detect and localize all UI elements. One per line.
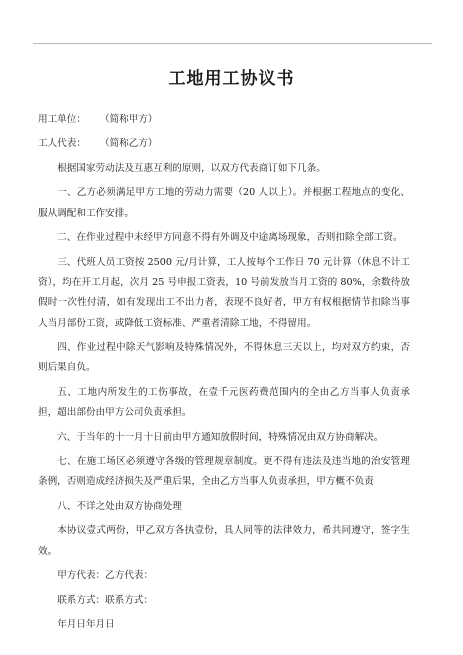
clause-5: 五、工地内所发生的工伤事故，在壹千元医药费范围内的全由乙方当事人负责承担，超出部份由甲方公司负责承担。 xyxy=(38,386,410,419)
party-a-line xyxy=(38,110,410,130)
signature-dates: 年月日年月日 xyxy=(57,619,115,631)
header-rule xyxy=(33,43,432,44)
clause-4: 四、作业过程中除天气影响及特殊情况外，不得休息三天以上，均对双方约束，否则后果自负。 xyxy=(38,342,410,374)
clause-7: 七、在施工场区必须遵守各级的管理规章制度。更不得有违法及违当地的治安管理条例，否则造成经济损失及严重后果，全由乙方当事人负责承担，甲方概不负责 xyxy=(38,456,410,488)
clause-8: 八、不详之处由双方协商处理 xyxy=(57,500,182,512)
clause-3: 三、代班人员工资按 2500 元/月计算，工人按每个工作日 70 元计算（休息不计工资），均在开工月起，次月 25 号申报工资表，10 号前发放当月工资的 80%，余数待放假时一次性付清，如有发现出工不出力者，表现不良好者，甲方有权根据情节扣除当事人当月部份工资，或降低工资标准、严重者清除工地，不得留用。 xyxy=(38,256,410,329)
clause-1: 一、乙方必须满足甲方工地的劳动力需要（20 人以上）。并根据工程地点的变化、服从调配和工作安排。 xyxy=(38,187,410,219)
document-title: 工地用工协议书 xyxy=(168,69,295,89)
clause-6: 六、于当年的十一月十日前由甲方通知放假时间，特殊情况由双方协商解决。 xyxy=(57,431,384,443)
preamble-paragraph: 根据国家劳动法及互惠互利的原则，以双方代表商订如下几条。 xyxy=(57,162,326,174)
party-b-line xyxy=(38,134,410,154)
party-b-label: 工人代表： xyxy=(38,138,86,150)
closing-paragraph: 本协议壹式两份，甲乙双方各执壹份，具人同等的法律效力，希共同遵守，签字生效。 xyxy=(38,525,410,557)
signature-contacts: 联系方式：联系方式： xyxy=(57,594,154,606)
party-a-label: 用工单位： xyxy=(38,114,86,125)
party-a-value: （简称甲方） xyxy=(99,114,158,125)
signature-representatives: 甲方代表：乙方代表： xyxy=(57,570,154,582)
party-b-value: （简称乙方） xyxy=(99,138,158,150)
agreement-body xyxy=(38,110,410,640)
clause-2: 二、在作业过程中未经甲方同意不得有外调及中途离场现象，否则扣除全部工资。 xyxy=(57,232,403,244)
